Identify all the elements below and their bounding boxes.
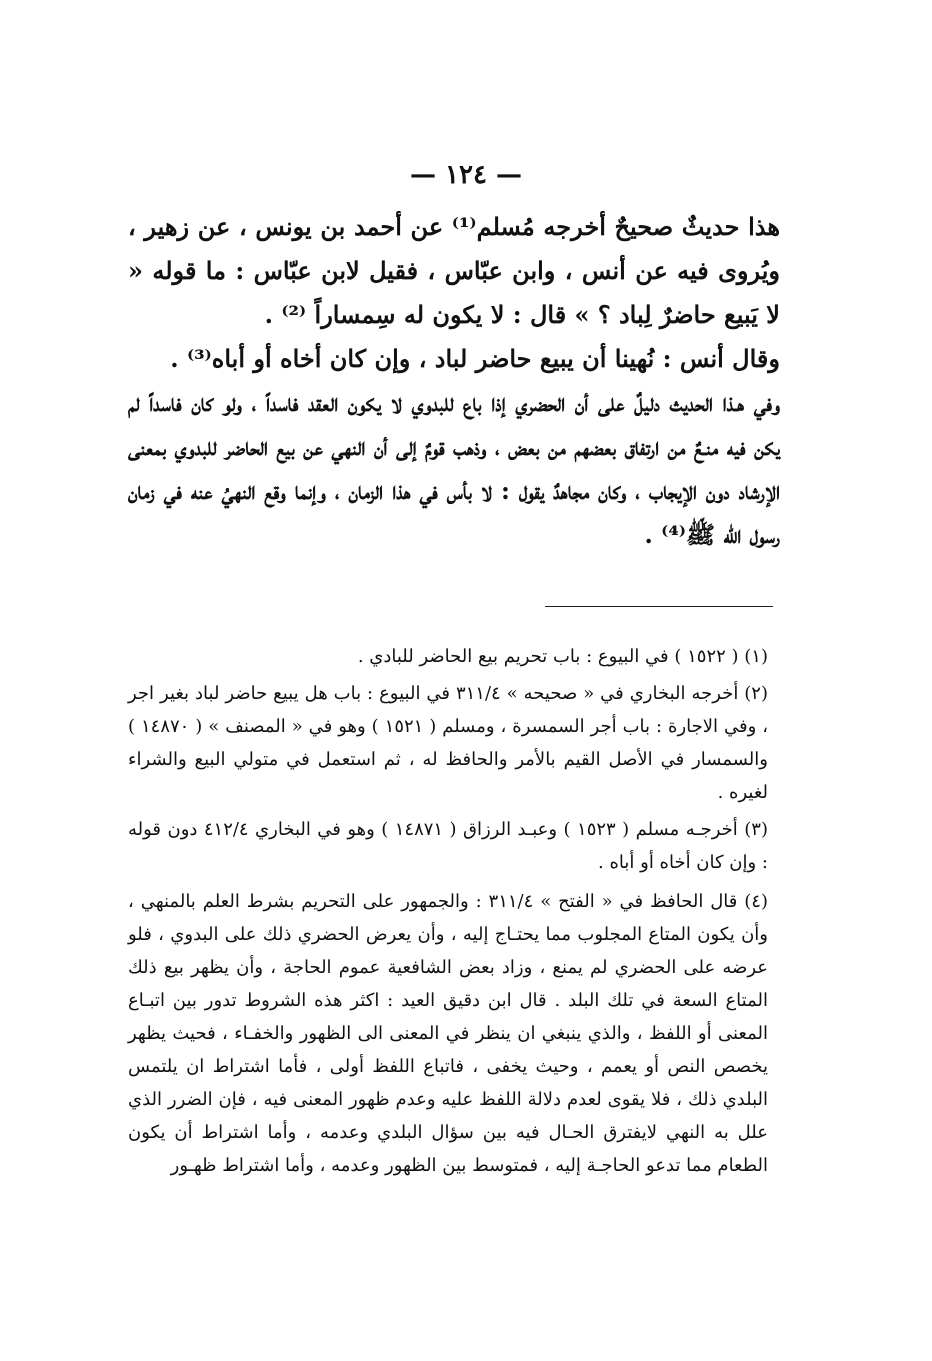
footnote-2: (٢) أخرجه البخاري في « صحيحه » ٣١١/٤ في البيوع : باب هل يبيع حاضر لباد بغير اجر ، وفي الاجارة : باب أجر السمسرة ، ومسلم ( ١٥٢١ ) وهو في « المصنف » ( ١٤٨٧٠ ) والسمسار في الأصل القيم بالأمر والحافظ له ، ثم استعمل في متولي البيع والشراء لغيره . (128, 683, 769, 803)
footnote-4: (٤) قال الحافظ في « الفتح » ٣١١/٤ : والجمهور على التحريم بشرط العلم بالمنهي ، وأن يكون المتاع المجلوب مما يحتـاج إليه ، وأن يعرض الحضري ذلك على البدوي ، فلو عرضه على الحضري لم يمنع ، وزاد بعض الشافعية عموم الحاجة ، وأن يظهر بيع ذلك المتاع السعة في تلك البلد . قال ابن دقيق العيد : اكثر هذه الشروط تدور بين اتبـاع المعنى أو اللفظ ، والذي ينبغي ان ينظر في المعنى الى الظهور والخفـاء ، فحيث يظهر يخصص النص أو يعمم ، وحيث يخفى ، فاتباع اللفظ أولى ، فأما اشتراط ان يلتمس البلدي ذلك ، فلا يقوى لعدم دلالة اللفظ عليه وعدم ظهور المعنى فيه ، فإن الضرر الذي علل به النهي لايفترق الحـال فيه بين سؤال البلدي وعدمه ، وأما اشتراط أن يكون الطعام مما تدعو الحاجـة إليه ، فمتوسط بين الظهور وعدمه ، وأما اشتراط ظهـور (128, 891, 768, 1176)
main-text (128, 205, 780, 557)
footnote-3: (٣) أخرجـه مسلم ( ١٥٢٣ ) وعبـد الرزاق ( ١٤٨٧١ ) وهو في البخاري ٤١٢/٤ دون قوله : وإن كان أخاه أو أباه . (128, 819, 768, 873)
footnote-1: (١) ( ١٥٢٢ ) في البيوع : باب تحريم بيع الحاضر للبادي . (357, 646, 768, 667)
footnotes (128, 640, 768, 1186)
page-number: — ١٢٤ — (409, 160, 523, 190)
main-paragraph: هذا حديثٌ صحيحٌ أخرجه مُسلم⁽¹⁾ عن أحمد بن يونس ، عن زهير ، ويُروى فيه عن أنس ، وابن عبّاس ، فقيل لابن عبّاس : ما قوله « لا يَبيع حاضرٌ لِباد ؟ » قال : لا يكون له سِمساراً ⁽²⁾ . (128, 212, 780, 329)
footnote-divider (545, 606, 773, 607)
main-paragraph: وقال أنس : نُهينا أن يبيع حاضر لباد ، وإن كان أخاه أو أباه⁽³⁾ . (170, 344, 780, 373)
main-paragraph: وفي هـذا الحديث دليلٌ على أن الحضري إذا باع للبدوي لا يكون العقد فاسداً ، ولو كان فاسداً لم يكن فيه منـعٌ من ارتفاق بعضهم من بعض ، وذهب قومٌ إلى أن النهي عن بيع الحاضر للبدوي بمعنى الإرشاد دون الإيجاب ، وكان مجاهدٌ يقول : لا بأس في هذا الزمان ، وإنما وقع النهيُ عنه في زمان رسول الله ﷺ⁽⁴⁾ . (128, 388, 780, 549)
